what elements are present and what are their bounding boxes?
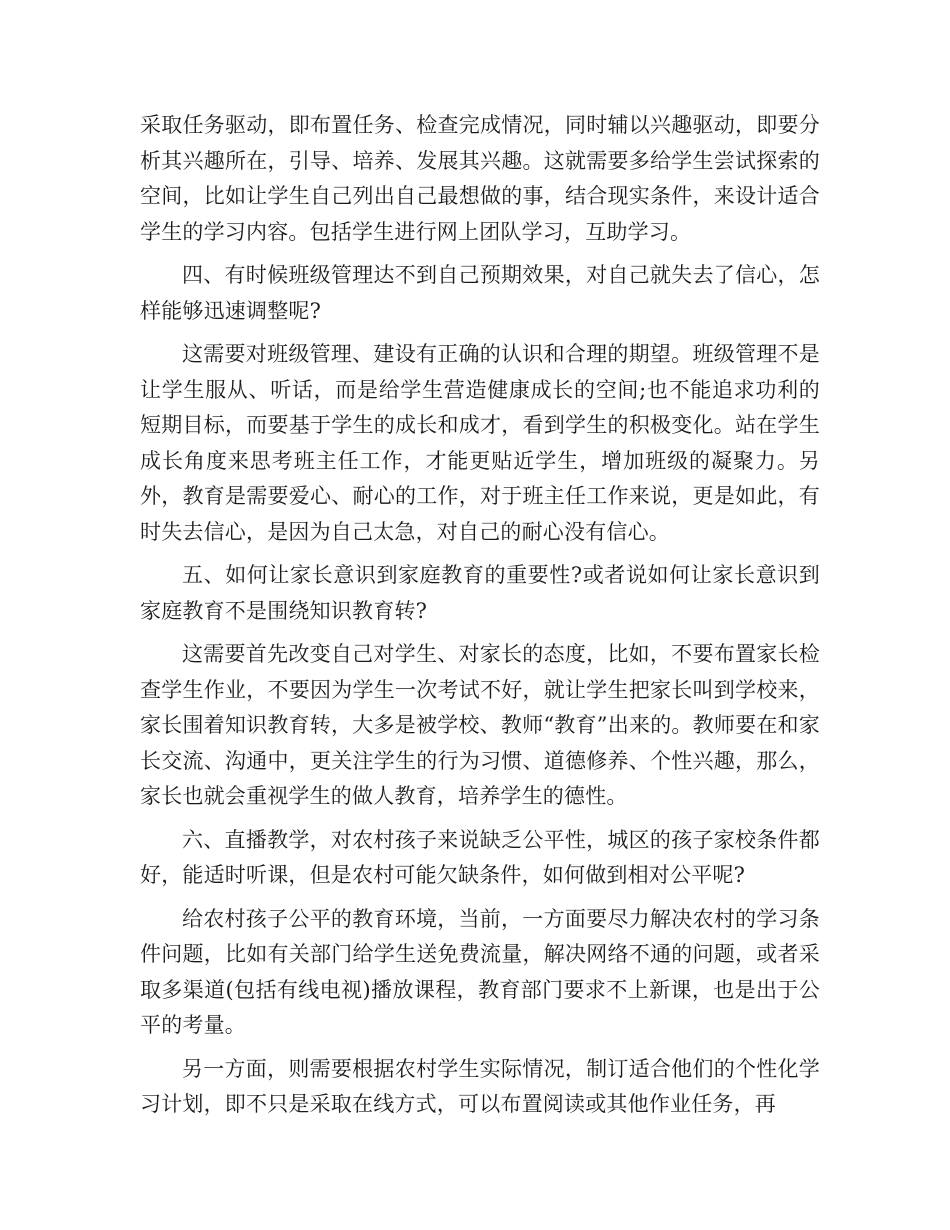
answer-6-paragraph: 给农村孩子公平的教育环境，当前，一方面要尽力解决农村的学习条件问题，比如有关部门给学生送免费流量，解决网络不通的问题，或者采取多渠道(包括有线电视)播放课程，教育部门要求不上新课，也是出于公平的考量。: [140, 906, 820, 1037]
question-4-heading: 四、有时候班级管理达不到自己预期效果，对自己就失去了信心，怎样能够迅速调整呢?: [140, 263, 820, 323]
answer-4-paragraph: 这需要对班级管理、建设有正确的认识和合理的期望。班级管理不是让学生服从、听话，而是给学生营造健康成长的空间;也不能追求功利的短期目标，而要基于学生的成长和成才，看到学生的积极变化。站在学生成长角度来思考班主任工作，才能更贴近学生，增加班级的凝聚力。另外，教育是需要爱心、耐心的工作，对于班主任工作来说，更是如此，有时失去信心，是因为自己太急，对自己的耐心没有信心。: [140, 342, 820, 544]
question-6-heading: 六、直播教学，对农村孩子来说缺乏公平性，城区的孩子家校条件都好，能适时听课，但是农村可能欠缺条件，如何做到相对公平呢?: [140, 827, 820, 887]
paragraph-task-driven: 采取任务驱动，即布置任务、检查完成情况，同时辅以兴趣驱动，即要分析其兴趣所在，引导、培养、发展其兴趣。这就需要多给学生尝试探索的空间，比如让学生自己列出自己最想做的事，结合现实条件，来设计适合学生的学习内容。包括学生进行网上团队学习，互助学习。: [140, 113, 820, 244]
answer-5-paragraph: 这需要首先改变自己对学生、对家长的态度，比如，不要布置家长检查学生作业，不要因为学生一次考试不好，就让学生把家长叫到学校来，家长围着知识教育转，大多是被学校、教师“教育”出来的。教师要在和家长交流、沟通中，更关注学生的行为习惯、道德修养、个性兴趣，那么，家长也就会重视学生的做人教育，培养学生的德性。: [140, 642, 820, 808]
question-5-heading: 五、如何让家长意识到家庭教育的重要性?或者说如何让家长意识到家庭教育不是围绕知识教育转?: [140, 563, 820, 623]
document-body: [140, 108, 820, 1131]
answer-6-continued-paragraph: 另一方面，则需要根据农村学生实际情况，制订适合他们的个性化学习计划，即不只是采取在线方式，可以布置阅读或其他作业任务，再: [140, 1056, 820, 1116]
